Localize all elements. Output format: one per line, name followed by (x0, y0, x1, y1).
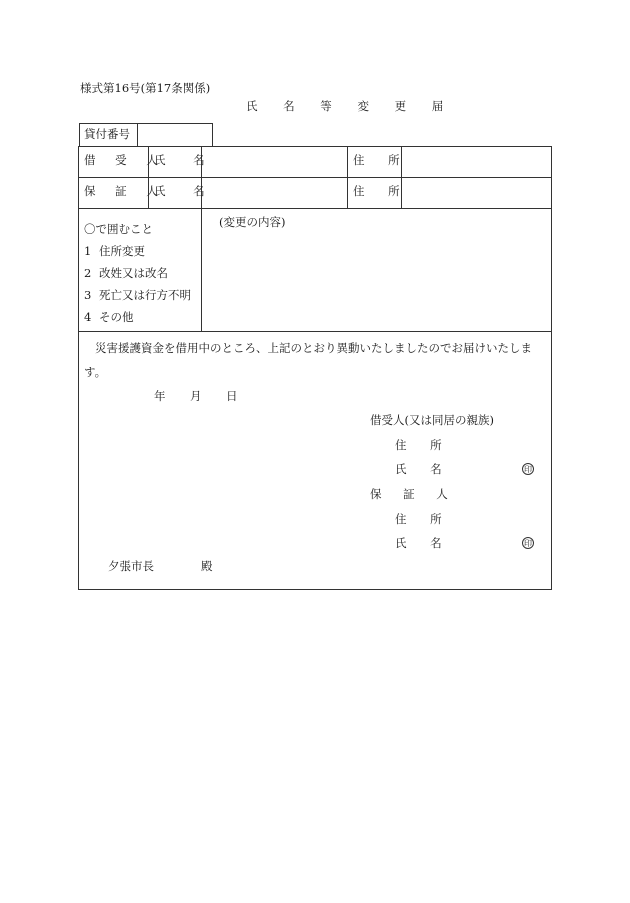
form-frame (78, 146, 552, 590)
borrower-sign-name-label: 氏 名 (395, 462, 452, 476)
loan-number-label: 貸付番号 (84, 127, 130, 141)
borrower-name-field[interactable] (206, 155, 342, 169)
guarantor-name-label: 氏 名 (154, 184, 217, 198)
addressee: 夕張市長 (108, 559, 154, 573)
change-option-3[interactable]: 3 死亡又は行方不明 (84, 288, 191, 302)
guarantor-seal-icon: 印 (524, 539, 532, 548)
change-option-2[interactable]: 2 改姓又は改名 (84, 266, 168, 280)
change-option-1[interactable]: 1 住所変更 (84, 244, 145, 258)
guarantor-role-label: 保 証 人 (84, 184, 166, 198)
borrower-sign-address-label: 住 所 (395, 438, 452, 452)
honorific: 殿 (201, 559, 213, 573)
borrower-name-label: 氏 名 (154, 153, 217, 167)
guarantor-address-label: 住 所 (353, 184, 410, 198)
guarantor-name-field[interactable] (206, 186, 342, 200)
date-month[interactable]: 月 (190, 389, 202, 403)
form-title: 氏 名 等 変 更 届 (246, 99, 455, 113)
date-day[interactable]: 日 (226, 389, 238, 403)
borrower-seal-icon: 印 (524, 465, 532, 474)
change-option-4[interactable]: 4 その他 (84, 310, 134, 324)
guarantor-sign-heading: 保 証 人 (370, 487, 457, 501)
guarantor-sign-name-label: 氏 名 (395, 536, 452, 550)
guarantor-sign-address-label: 住 所 (395, 512, 452, 526)
loan-number-field[interactable] (142, 129, 210, 143)
form-number: 様式第16号(第17条関係) (80, 81, 211, 95)
change-content-label: (変更の内容) (219, 215, 286, 229)
guarantor-address-field[interactable] (406, 186, 546, 200)
borrower-role-label: 借 受 人 (84, 153, 166, 167)
borrower-address-field[interactable] (406, 155, 546, 169)
borrower-address-label: 住 所 (353, 153, 410, 167)
borrower-sign-heading: 借受人(又は同居の親族) (370, 413, 494, 427)
statement-line-2: す。 (84, 365, 107, 379)
change-instruction: 〇で囲むこと (84, 222, 153, 236)
statement-line-1: 災害援護資金を借用中のところ、上記のとおり異動いたしましたのでお届けいたしま (95, 341, 532, 355)
date-year[interactable]: 年 (154, 389, 166, 403)
